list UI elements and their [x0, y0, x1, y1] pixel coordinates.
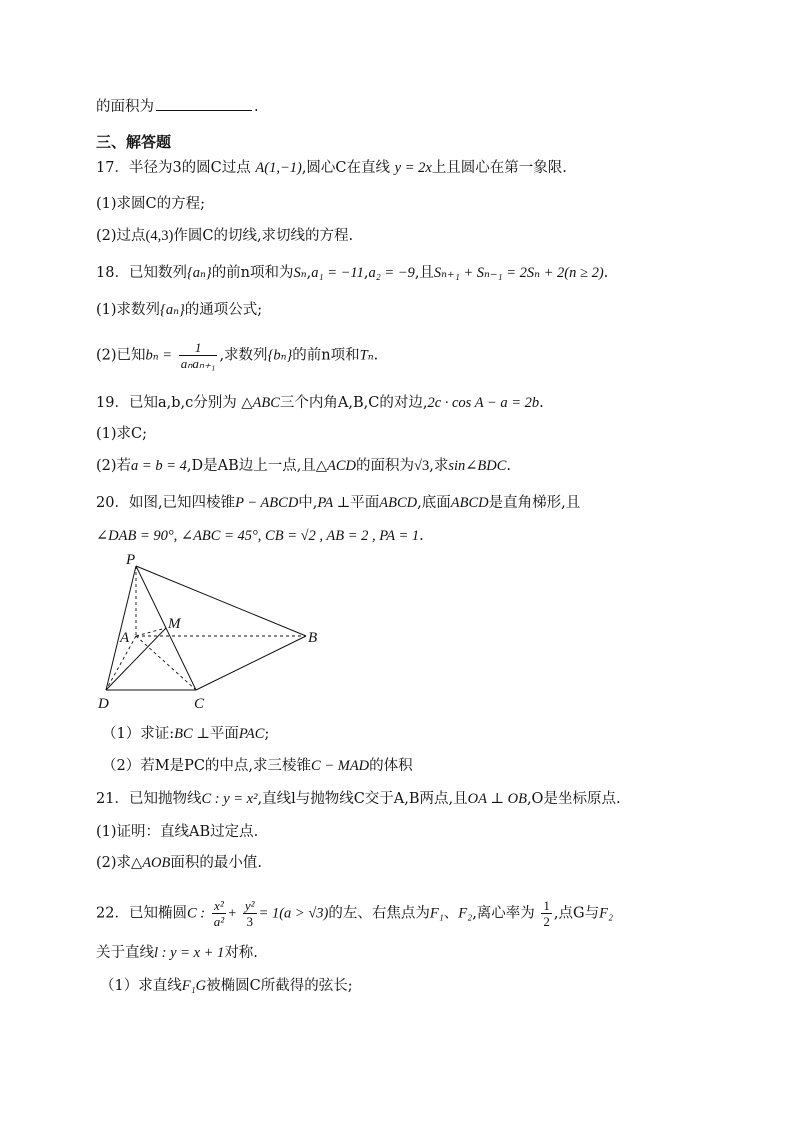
fraction-x: $\frac{\text{x²}}{\text{a²}}$: [213, 898, 225, 929]
q20-part2: （2）若M是PC的中点,求三棱锥C − MAD的体积: [102, 758, 413, 774]
q19-part1: (1)求C;: [96, 426, 148, 442]
q20-conditions: ∠DAB = 90°, ∠ABC = 45°, CB = √2 , AB = 2 , PA = 1.: [96, 528, 424, 544]
q17-part1: (1)求圆C的方程;: [96, 196, 206, 212]
edge-PD: [106, 566, 136, 690]
segment-AC: [136, 636, 196, 690]
q20-part1: （1）求证:BC ⊥平面PAC;: [102, 726, 270, 742]
label-A: A: [120, 630, 130, 646]
answer-blank[interactable]: [156, 96, 252, 111]
q20-stem: 20．如图,已知四棱锥P − ABCD中,PA ⊥平面ABCD,底面ABCD是直角梯形,且: [96, 495, 581, 511]
q16-tail: 的面积为 .: [96, 96, 259, 117]
q17-part2: (2)过点(4,3)作圆C的切线,求切线的方程.: [96, 228, 354, 244]
q19-stem: 19．已知a,b,c分别为 △ABC三个内角A,B,C的对边,2c · cos A − a = 2b.: [96, 395, 544, 411]
edge-PB: [136, 566, 306, 636]
edge-CB: [196, 636, 306, 690]
q18-stem: 18．已知数列{aₙ}的前n项和为Sₙ,a₁ = −11,a₂ = −9,且Sₙ₊₁ + Sₙ₋₁ = 2Sₙ + 2(n ≥ 2).: [96, 265, 609, 281]
q21-part2: (2)求△AOB面积的最小值.: [96, 855, 262, 871]
q17-stem: 17．半径为3的圆C过点 A(1,−1),圆心C在直线 y = 2x上且圆心在第一象限.: [96, 160, 567, 176]
label-P: P: [126, 552, 136, 568]
fraction: $\frac{1}{\text{aₙaₙ₊₁}}$: [180, 340, 216, 371]
label-M: M: [168, 616, 181, 632]
q19-part2: (2)若a = b = 4,D是AB边上一点,且△ACD的面积为√3,求sin∠BDC.: [96, 458, 512, 474]
q21-part1: (1)证明：直线AB过定点.: [96, 824, 259, 840]
label-D: D: [98, 696, 109, 712]
q22-stem: 22．已知椭圆C : $\frac{\text{x²}}{\text{a²}}$ + $\frac{\text{y²}}{3}$ = 1(a > √3)的左、右焦点为F₁、F₂,离心率为 $\frac{1}{2}$ ,点G与F₂: [96, 898, 614, 929]
q22-stem-line2: 关于直线l : y = x + 1对称.: [96, 945, 258, 961]
q18-part2: (2)已知bₙ = $\frac{1}{\text{aₙaₙ₊₁}}$ ,求数列{bₙ}的前n项和Tₙ.: [96, 340, 379, 371]
q22-part1: （1）求直线F₁G被椭圆C所截得的弦长;: [100, 978, 353, 994]
q16-text: 的面积为: [96, 99, 154, 115]
fraction-e: $\frac{1}{2}$: [543, 898, 550, 929]
q21-stem: 21．已知抛物线C : y = x²,直线l与抛物线C交于A,B两点,且OA ⊥ OB,O是坐标原点.: [96, 791, 621, 807]
label-C: C: [194, 696, 205, 712]
segment-DM: [106, 628, 166, 690]
q18-part1: (1)求数列{aₙ}的通项公式;: [96, 302, 263, 318]
pyramid-figure: [96, 552, 336, 722]
label-B: B: [308, 630, 318, 646]
pyramid-diagram: [96, 552, 336, 722]
section-heading: 三、解答题: [96, 133, 172, 151]
fraction-y: $\frac{\text{y²}}{3}$: [244, 898, 255, 929]
